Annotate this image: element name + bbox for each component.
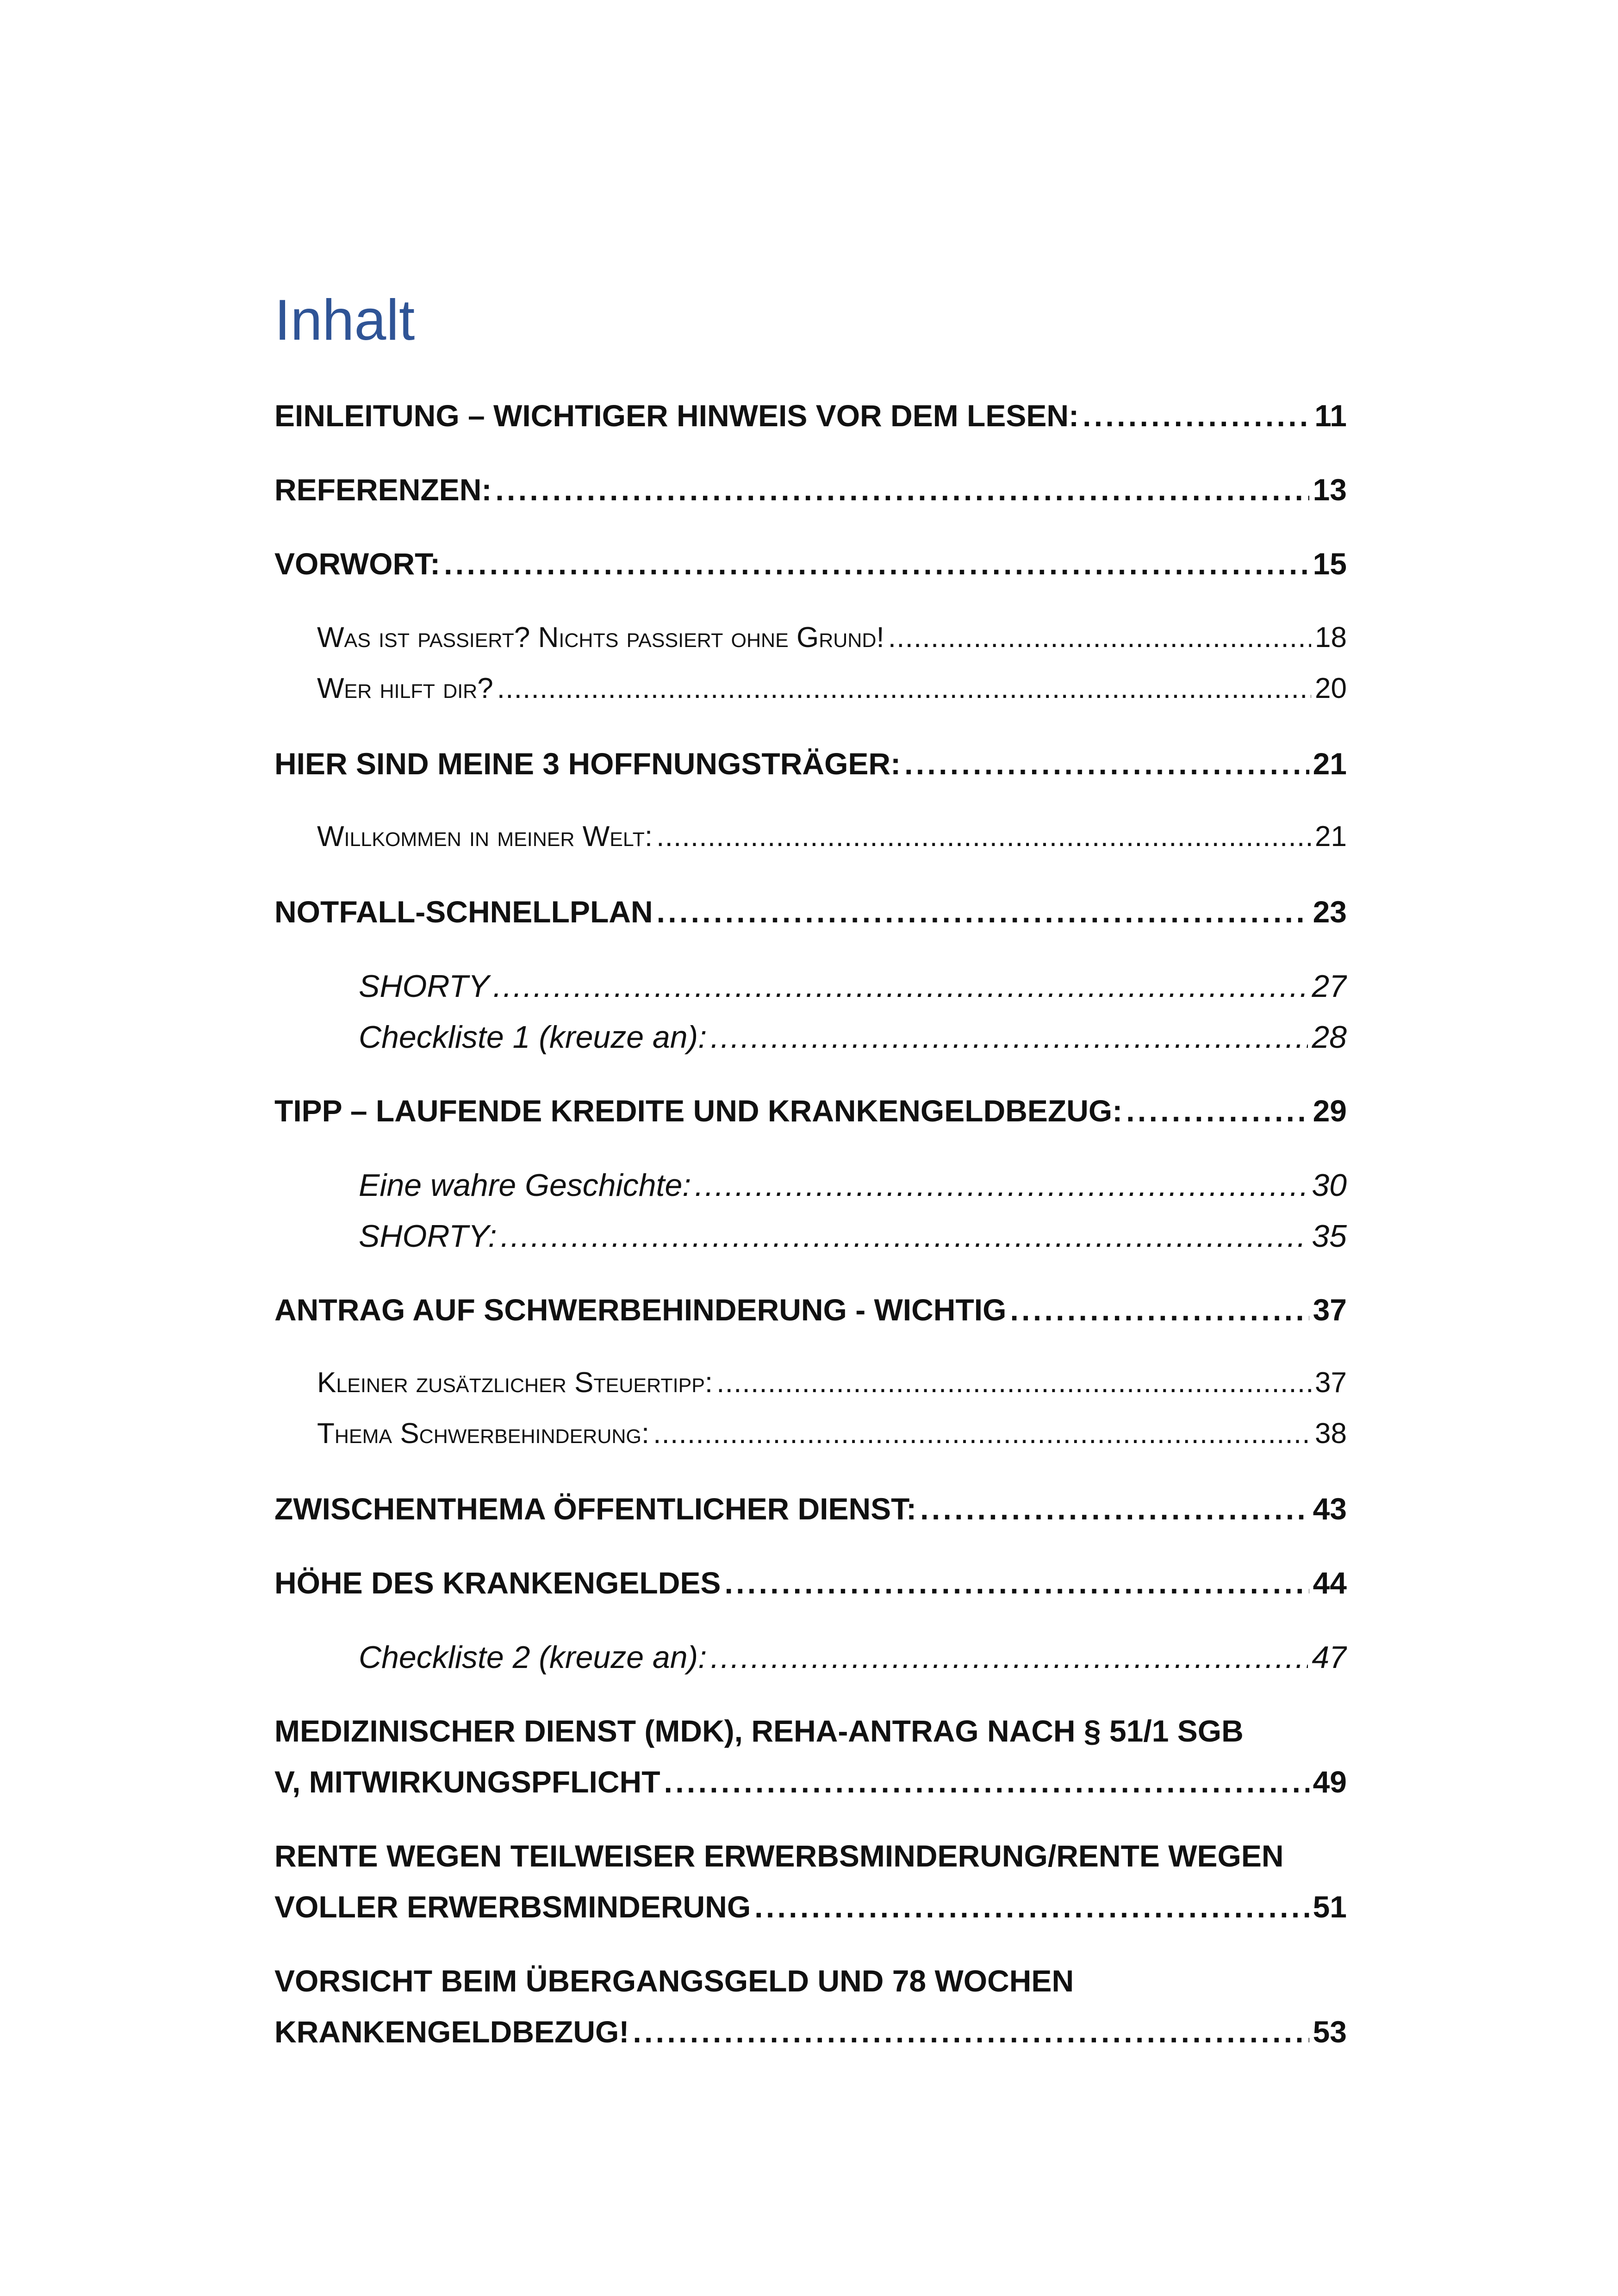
dot-leader: [1083, 398, 1311, 433]
toc-page-number: 30: [1312, 1168, 1347, 1203]
toc-entry-label-line1[interactable]: RENTE WEGEN TEILWEISER ERWERBSMINDERUNG/RENTE WEGEN: [274, 1839, 1284, 1873]
toc-page-number: 35: [1312, 1219, 1347, 1254]
toc-page-number: 15: [1313, 547, 1347, 581]
toc-entry-label: ANTRAG AUF SCHWERBEHINDERUNG - WICHTIG: [274, 1293, 1007, 1327]
toc-entry[interactable]: [274, 1491, 1347, 1526]
toc-subentry[interactable]: [317, 1417, 1347, 1450]
toc-entry-label: VOLLER ERWERBSMINDERUNG: [274, 1890, 751, 1924]
toc-entry-label: Was ist passiert? Nichts passiert ohne Grund!: [317, 622, 884, 653]
toc-entry[interactable]: [274, 546, 1347, 581]
toc-entry-label: HIER SIND MEINE 3 HOFFNUNGSTRÄGER:: [274, 747, 901, 781]
toc-entry[interactable]: [274, 398, 1347, 433]
toc-entry-label: EINLEITUNG – WICHTIGER HINWEIS VOR DEM LESEN:: [274, 398, 1079, 433]
dot-leader: [695, 1167, 1308, 1203]
dot-leader: [716, 1366, 1311, 1399]
toc-entry[interactable]: [274, 1093, 1347, 1128]
toc-page-number: 11: [1314, 398, 1347, 433]
toc-entry-label: Thema Schwerbehinderung:: [317, 1418, 650, 1450]
dot-leader: [633, 2014, 1309, 2049]
toc-page-number: 44: [1313, 1566, 1347, 1600]
toc-page-number: 49: [1313, 1765, 1347, 1799]
toc-entry[interactable]: [274, 1565, 1347, 1600]
dot-leader: [656, 820, 1311, 853]
toc-page-number: 18: [1315, 622, 1347, 653]
dot-leader: [710, 1019, 1308, 1055]
toc-entry[interactable]: [274, 746, 1347, 781]
dot-leader: [1010, 1292, 1309, 1327]
toc-entry-label: SHORTY: [359, 969, 490, 1004]
toc-entry-label: KRANKENGELDBEZUG!: [274, 2015, 629, 2049]
toc-entry[interactable]: [274, 1889, 1347, 1924]
dot-leader: [724, 1565, 1309, 1600]
dot-leader: [920, 1491, 1309, 1526]
toc-page-number: 43: [1313, 1492, 1347, 1526]
toc-entry[interactable]: [274, 894, 1347, 929]
toc-subsubentry[interactable]: [359, 1218, 1347, 1254]
toc-entry-label: NOTFALL-SCHNELLPLAN: [274, 895, 653, 929]
toc-page-number: 37: [1313, 1293, 1347, 1327]
toc-entry[interactable]: [274, 1764, 1347, 1799]
dot-leader: [444, 546, 1309, 581]
dot-leader: [497, 672, 1311, 705]
dot-leader: [710, 1639, 1308, 1675]
toc-page-number: 28: [1312, 1020, 1347, 1055]
toc-entry-label: Kleiner zusätzlicher Steuertipp:: [317, 1367, 713, 1399]
toc-entry-label: TIPP – LAUFENDE KREDITE UND KRANKENGELDBEZUG:: [274, 1094, 1123, 1128]
dot-leader: [495, 472, 1309, 507]
toc-page-number: 21: [1315, 821, 1347, 852]
dot-leader: [664, 1764, 1309, 1799]
toc-subentry[interactable]: [317, 672, 1347, 705]
toc-entry[interactable]: [274, 1292, 1347, 1327]
toc-entry-label: SHORTY:: [359, 1219, 497, 1254]
toc-entry[interactable]: [274, 472, 1347, 507]
toc-subentry[interactable]: [317, 820, 1347, 853]
toc-entry-label: ZWISCHENTHEMA ÖFFENTLICHER DIENST:: [274, 1492, 917, 1526]
dot-leader: [493, 968, 1308, 1004]
toc-page-number: 23: [1313, 895, 1347, 929]
toc-entry-label: Wer hilft dir?: [317, 672, 493, 704]
toc-page-number: 51: [1313, 1890, 1347, 1924]
dot-leader: [904, 746, 1309, 781]
toc-entry[interactable]: [274, 2014, 1347, 2049]
toc-page-number: 13: [1313, 473, 1347, 507]
toc-page-number: 47: [1312, 1640, 1347, 1675]
toc-entry-label: VORWORT:: [274, 547, 441, 581]
toc-subentry[interactable]: [317, 1366, 1347, 1399]
toc-page-number: 27: [1312, 969, 1347, 1004]
toc-entry-label: Checkliste 1 (kreuze an):: [359, 1020, 707, 1055]
toc-subsubentry[interactable]: [359, 1167, 1347, 1203]
toc-page-number: 29: [1313, 1094, 1347, 1128]
toc-entry-label: V, MITWIRKUNGSPFLICHT: [274, 1765, 660, 1799]
toc-subsubentry[interactable]: [359, 1019, 1347, 1055]
toc-page-number: 37: [1315, 1367, 1347, 1399]
dot-leader: [657, 894, 1309, 929]
dot-leader: [501, 1218, 1308, 1254]
toc-subsubentry[interactable]: [359, 1639, 1347, 1675]
toc-entry-label: HÖHE DES KRANKENGELDES: [274, 1566, 721, 1600]
toc-entry-label: REFERENZEN:: [274, 473, 492, 507]
toc-subsubentry[interactable]: [359, 968, 1347, 1004]
toc-page-number: 38: [1315, 1418, 1347, 1450]
toc-entry-label: Checkliste 2 (kreuze an):: [359, 1640, 707, 1675]
dot-leader: [653, 1417, 1311, 1450]
dot-leader: [754, 1889, 1309, 1924]
dot-leader: [1126, 1093, 1309, 1128]
toc-entry-label-line1[interactable]: VORSICHT BEIM ÜBERGANGSGELD UND 78 WOCHEN: [274, 1964, 1074, 1998]
toc-subentry[interactable]: [317, 621, 1347, 654]
toc-entry-label-line1[interactable]: MEDIZINISCHER DIENST (MDK), REHA-ANTRAG NACH § 51/1 SGB: [274, 1714, 1244, 1748]
toc-title: Inhalt: [274, 288, 415, 352]
toc-page-number: 20: [1315, 672, 1347, 704]
toc-page-number: 53: [1313, 2015, 1347, 2049]
toc-entry-label: Willkommen in meiner Welt:: [317, 821, 653, 852]
toc-page-number: 21: [1313, 747, 1347, 781]
toc-entry-label: Eine wahre Geschichte:: [359, 1168, 691, 1203]
dot-leader: [888, 621, 1311, 654]
